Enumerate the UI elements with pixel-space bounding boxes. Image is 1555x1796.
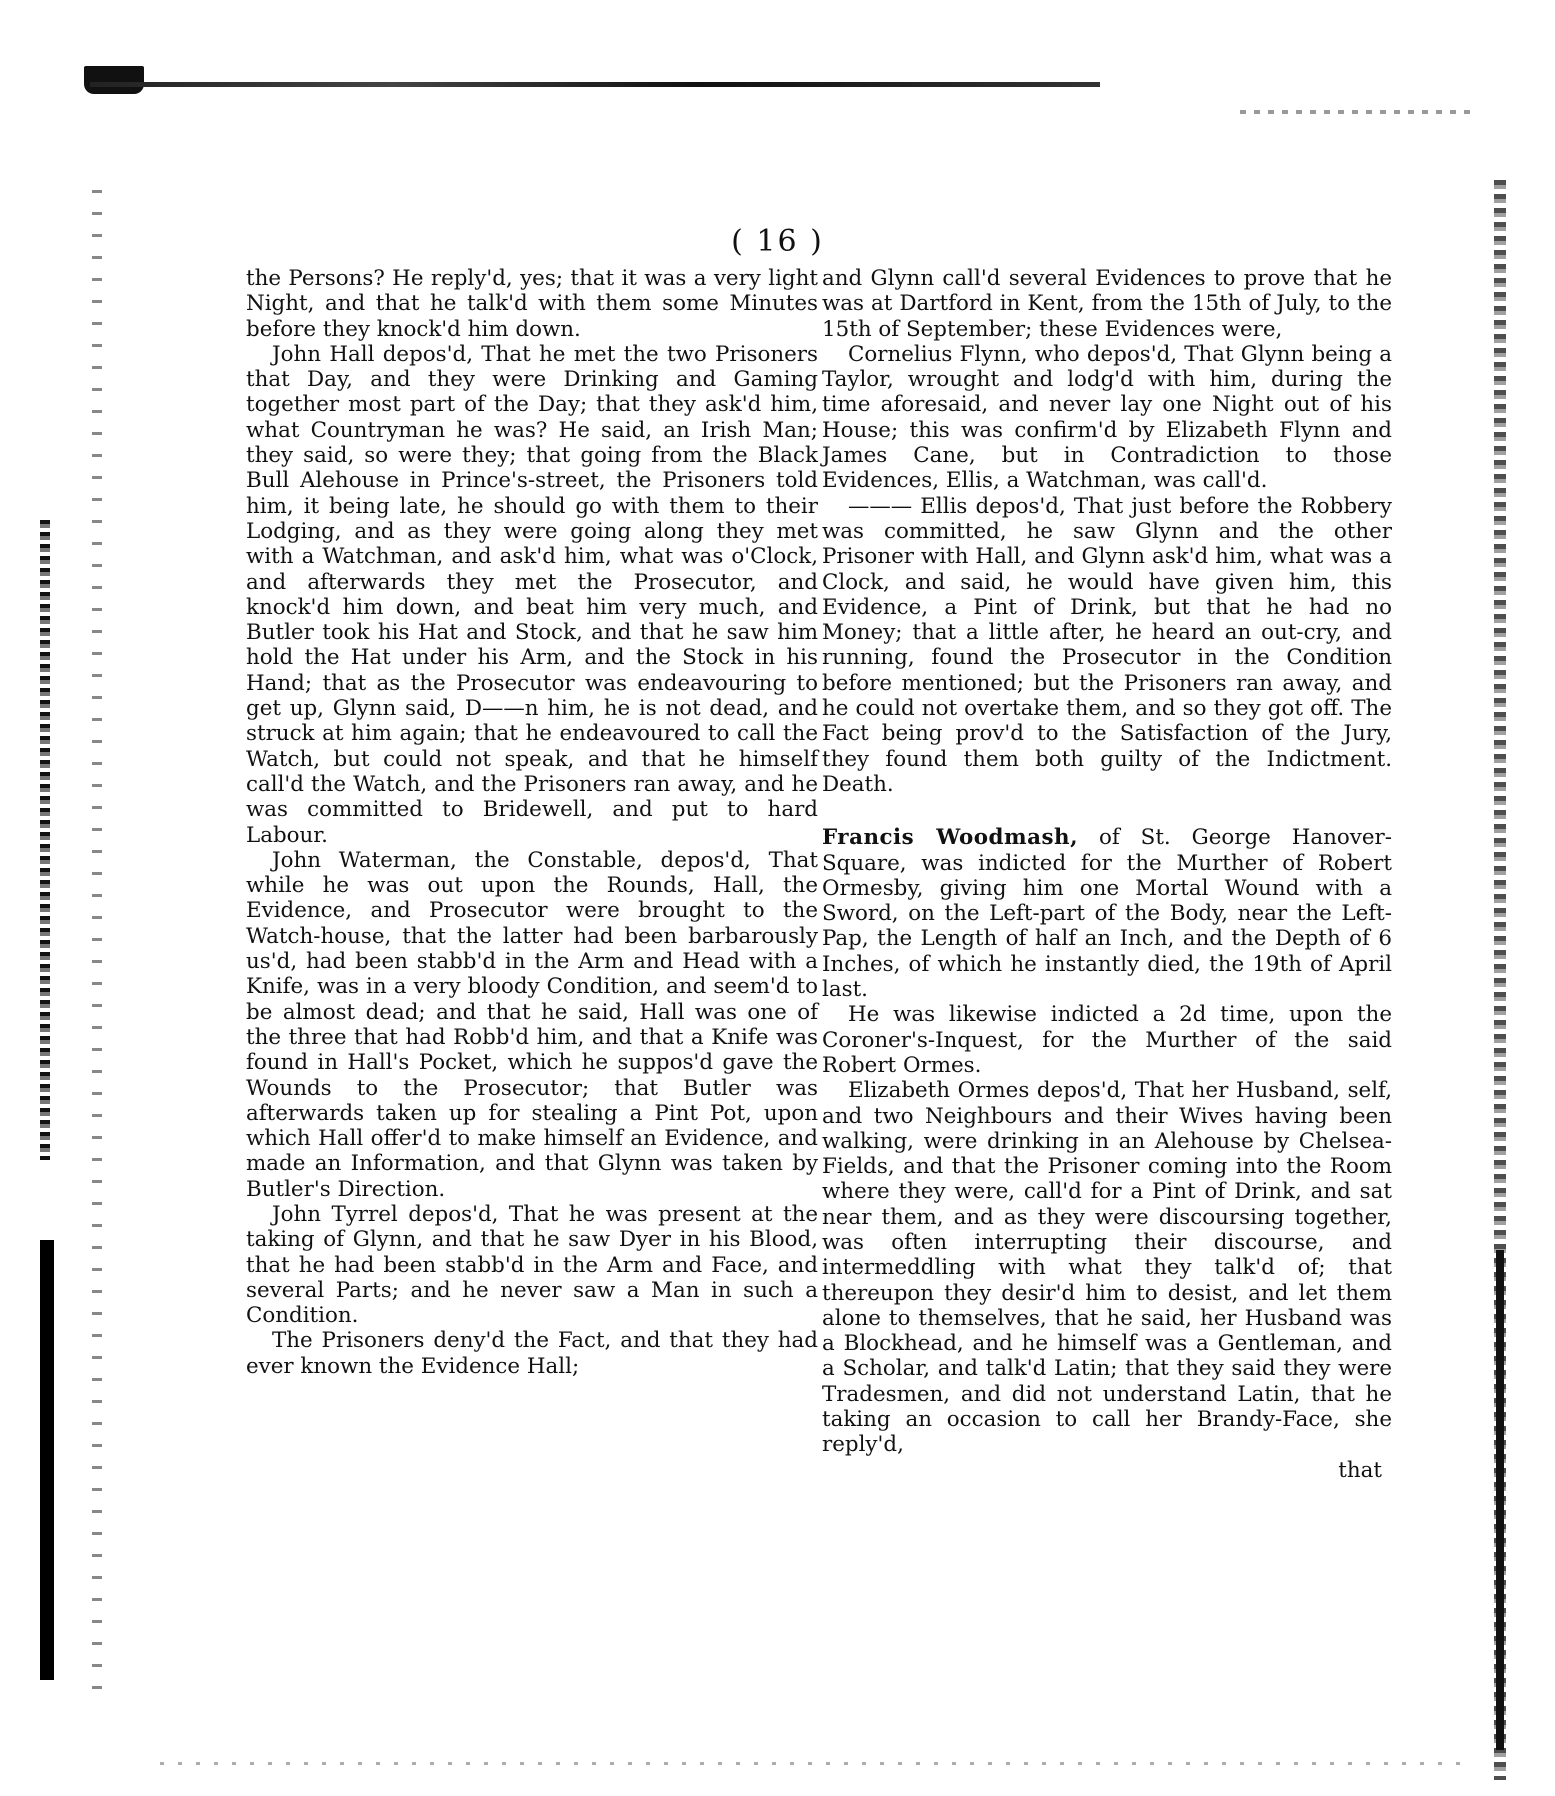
- scan-artifact-bottom-edge: [160, 1762, 1460, 1765]
- paragraph: John Waterman, the Constable, depos'd, That while he was out upon the Rounds, Hall, the Evidence, and Prosecutor were brought to the Watch-house, that the latter had been barbarously us'd, had been stabb'd in the Arm and Head with a Knife, was in a very bloody Condition, and seem'd to be almost dead; and that he said, Hall was one of the three that had Robb'd him, and that a Knife was found in Hall's Pocket, which he suppos'd gave the Wounds to the Prosecutor; that Butler was afterwards taken up for stealing a Pint Pot, upon which Hall offer'd to make himself an Evidence, and made an Information, and that Glynn was taken by Butler's Direction.: [246, 847, 818, 1202]
- paragraph: Elizabeth Ormes depos'd, That her Husband, self, and two Neighbours and their Wives having been walking, were drinking in an Alehouse by Chelsea-Fields, and that the Prisoner coming into the Room where they were, call'd for a Pint of Drink, and sat near them, and as they were discoursing together, was often interrupting their discourse, and intermeddling with what they talk'd of; that thereupon they desir'd him to desist, and let them alone to themselves, that he said, her Husband was a Blockhead, and he himself was a Gentleman, and a Scholar, and talk'd Latin; that they said they were Tradesmen, and did not understand Latin, that he taking an occasion to call her Brandy-Face, she reply'd,: [822, 1078, 1392, 1458]
- scan-artifact-top-right: [1240, 110, 1470, 114]
- case-text: of St. George Hanover-Square, was indicted for the Murther of Robert Ormesby, giving him one Mortal Wound with a Sword, on the Left-part of the Body, near the Left-Pap, the Length of half an Inch, and the Depth of 6 Inches, of which he instantly died, the 19th of April last.: [822, 825, 1392, 1003]
- paragraph: He was likewise indicted a 2d time, upon the Coroner's-Inquest, for the Murther of the said Robert Ormes.: [822, 1002, 1392, 1078]
- section-gap: [822, 797, 1392, 825]
- page-number: ( 16 ): [731, 224, 824, 259]
- case-paragraph: [822, 825, 1392, 1002]
- scan-artifact-left-edge-dark: [40, 1240, 54, 1680]
- paragraph: John Hall depos'd, That he met the two Prisoners that Day, and they were Drinking and Gaming together most part of the Day; that they ask'd him, what Countryman he was? He said, an Irish Man; they said, so were they; that going from the Black Bull Alehouse in Prince's-street, the Prisoners told him, it being late, he should go with them to their Lodging, and as they were going along they met with a Watchman, and ask'd him, what was o'Clock, and afterwards they met the Prosecutor, and knock'd him down, and beat him very much, and Butler took his Hat and Stock, and that he saw him hold the Hat under his Arm, and the Stock in his Hand; that as the Prosecutor was endeavouring to get up, Glynn said, D——n him, he is not dead, and struck at him again; that he endeavoured to call the Watch, but could not speak, and that he himself call'd the Watch, and the Prisoners ran away, and he was committed to Bridewell, and put to hard Labour.: [246, 341, 818, 848]
- paragraph: Cornelius Flynn, who depos'd, That Glynn being a Taylor, wrought and lodg'd with him, during the time aforesaid, and never lay one Night out of his House; this was confirm'd by Elizabeth Flynn and James Cane, but in Contradiction to those Evidences, Ellis, a Watchman, was call'd.: [822, 341, 1392, 494]
- paragraph: and Glynn call'd several Evidences to prove that he was at Dartford in Kent, from the 15th of July, to the 15th of September; these Evidences were,: [822, 266, 1392, 342]
- catchword: that: [1338, 1457, 1382, 1483]
- left-column: [246, 266, 818, 1379]
- scan-artifact-left-edge: [40, 520, 50, 1160]
- right-column: [822, 266, 1392, 1483]
- scan-artifact-top-left: [84, 66, 144, 94]
- paragraph: The Prisoners deny'd the Fact, and that they had ever known the Evidence Hall;: [246, 1328, 818, 1379]
- paragraph: John Tyrrel depos'd, That he was present at the taking of Glynn, and that he saw Dyer in his Blood, that he had been stabb'd in the Arm and Face, and several Parts; and he never saw a Man in such a Condition.: [246, 1201, 818, 1329]
- scan-artifact-top-edge: [90, 82, 1100, 87]
- paragraph: ——— Ellis depos'd, That just before the Robbery was committed, he saw Glynn and the other Prisoner with Hall, and Glynn ask'd him, what was a Clock, and said, he would have given him, this Evidence, a Pint of Drink, but that he had no Money; that a little after, he heard an out-cry, and running, found the Prosecutor in the Condition before mentioned; but the Prisoners ran away, and he could not overtake them, and so they got off. The Fact being prov'd to the Satisfaction of the Jury, they found them both guilty of the Indictment. Death.: [822, 493, 1392, 797]
- scan-artifact-right-edge-dark: [1496, 1250, 1504, 1750]
- scan-artifact-left-dots: [92, 190, 102, 1690]
- defendant-name: Francis Woodmash,: [822, 825, 1079, 851]
- paragraph: the Persons? He reply'd, yes; that it was a very light Night, and that he talk'd with them some Minutes before they knock'd him down.: [246, 266, 818, 342]
